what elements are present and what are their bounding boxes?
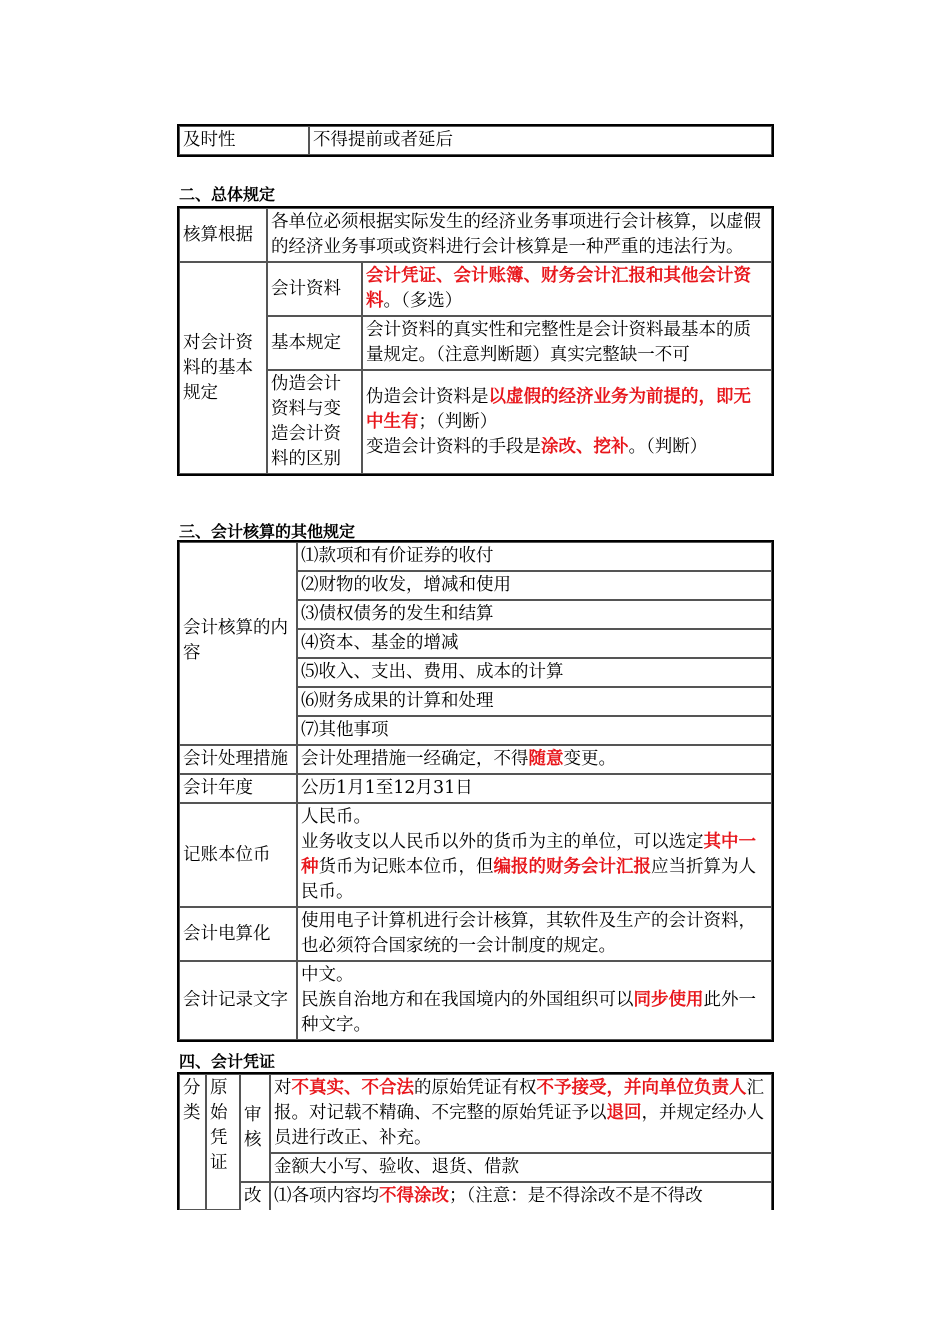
- row-label: 及时性: [179, 126, 309, 155]
- section-heading: 二、总体规定: [179, 185, 276, 204]
- other-rules-table: [177, 540, 774, 1042]
- row-label: 分类: [179, 1074, 206, 1210]
- table-row: [179, 1074, 772, 1153]
- table-row: [179, 907, 772, 961]
- row-value: 会计资料的真实性和完整性是会计资料最基本的质量规定。（注意判断题）真实完整缺一不可: [362, 316, 772, 370]
- table-row: [179, 126, 772, 155]
- row-label: 会计年度: [179, 774, 297, 803]
- row-value: 对不真实、不合法的原始凭证有权不予接受，并向单位负责人汇报。对记载不精确、不完整的原始凭证予以退回，并规定经办人员进行改正、补充。: [270, 1074, 772, 1153]
- table-row: [179, 370, 772, 474]
- group-label: 对会计资料的基本规定: [179, 262, 267, 474]
- row-value: 各单位必须根据实际发生的经济业务事项进行会计核算，以虚假的经济业务事项或资料进行会计核算是一种严重的违法行为。: [267, 208, 772, 262]
- row-value: 不得提前或者延后: [309, 126, 772, 155]
- list-item: ⑺其他事项: [297, 716, 772, 745]
- table-row: [179, 262, 772, 316]
- row-label: 基本规定: [267, 316, 362, 370]
- row-label: 会计资料: [267, 262, 362, 316]
- table-row: [179, 803, 772, 907]
- row-value: 会计处理措施一经确定，不得随意变更。: [297, 745, 772, 774]
- table-row: [179, 774, 772, 803]
- row-value: 人民币。 业务收支以人民币以外的货币为主的单位，可以选定其中一种货币为记账本位币，但编报的财务会计汇报应当折算为人民币。: [297, 803, 772, 907]
- vouchers-table: [177, 1072, 774, 1210]
- table-row: [179, 208, 772, 262]
- row-label: 记账本位币: [179, 803, 297, 907]
- row-label: 核算根据: [179, 208, 267, 262]
- row-value: 公历1月1至12月31日: [297, 774, 772, 803]
- row-label: 审核: [240, 1074, 270, 1182]
- list-item: ⑴款项和有价证券的收付: [297, 542, 772, 571]
- list-item: ⑶债权债务的发生和结算: [297, 600, 772, 629]
- row-label: 会计核算的内容: [179, 542, 297, 745]
- table-row: [179, 1182, 772, 1210]
- timeliness-table: [177, 124, 774, 157]
- row-label: 会计处理措施: [179, 745, 297, 774]
- row-value: 中文。 民族自治地方和在我国境内的外国组织可以同步使用此外一种文字。: [297, 961, 772, 1040]
- list-item: ⑷资本、基金的增减: [297, 629, 772, 658]
- list-item: ⑹财务成果的计算和处理: [297, 687, 772, 716]
- row-label: 会计电算化: [179, 907, 297, 961]
- row-label: 伪造会计资料与变造会计资料的区别: [267, 370, 362, 474]
- general-rules-table: [177, 206, 774, 476]
- row-value: 伪造会计资料是以虚假的经济业务为前提的，即无中生有；（判断） 变造会计资料的手段是涂改、挖补。（判断）: [362, 370, 772, 474]
- row-label: 会计记录文字: [179, 961, 297, 1040]
- row-value: 使用电子计算机进行会计核算，其软件及生产的会计资料，也必须符合国家统的一会计制度的规定。: [297, 907, 772, 961]
- section-heading: 四、会计凭证: [179, 1052, 276, 1071]
- table-row: [179, 961, 772, 1040]
- table-row: [179, 542, 772, 571]
- row-label: 原始凭证: [206, 1074, 240, 1210]
- table-row: [179, 745, 772, 774]
- row-value: 会计凭证、会计账簿、财务会计汇报和其他会计资料。（多选）: [362, 262, 772, 316]
- row-value: 金额大小写、验收、退货、借款: [270, 1153, 772, 1182]
- row-value: ⑴各项内容均不得涂改；（注意：是不得涂改不是不得改: [270, 1182, 772, 1210]
- table-row: [179, 316, 772, 370]
- row-label: 改: [240, 1182, 270, 1210]
- list-item: ⑵财物的收发，增减和使用: [297, 571, 772, 600]
- section-heading: 三、会计核算的其他规定: [179, 522, 356, 541]
- list-item: ⑸收入、支出、费用、成本的计算: [297, 658, 772, 687]
